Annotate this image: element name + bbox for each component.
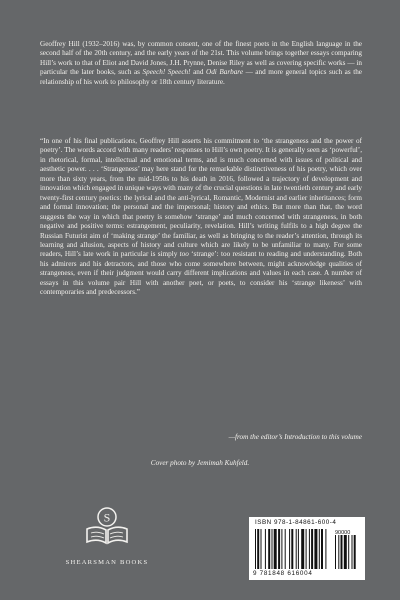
quote-text-end: ‘strange’: too resistant to reading and understanding. Both his admirers and his detractors, and those who come somewhere between, might acknowledge qualities of strangeness, even if their judgment would carry different implications and values in each case. A number of essays in this volume pair Hill with another poet, or poets, to consider his ‘strange likeness’ with contemporaries and predecessors.” <box>40 250 362 297</box>
barcode-digits: 9 781848 616004 <box>253 570 313 577</box>
description-conjunction: and <box>190 68 207 77</box>
photo-credit: Cover photo by Jemimah Kuhfeld. <box>150 459 250 467</box>
isbn-label: ISBN 978-1-84861-600-4 <box>255 519 337 526</box>
book-description <box>40 40 362 87</box>
quote-attribution: —from the editor’s Introduction to this volume <box>228 433 362 441</box>
book-title-speech: Speech! Speech! <box>142 68 191 77</box>
book-logo-icon <box>85 503 129 547</box>
book-title-odi-barbare: Odi Barbare <box>206 68 244 77</box>
quote-text: “In one of his final publications, Geoffrey Hill asserts his commitment to ‘the strangeness and the power of poetry’. The words accord with many readers’ responses to Hill’s own poetry. It is generally seen as ‘powerful’, in rhetorical, formal, intellectual and emotional terms, and is much concerned with issues of political and aesthetic power. . . . ‘Strangeness’ may here stand for the remarkable distinctiveness of his poetry, which over more than sixty years, from the mid-1950s to his death in 2016, followed a trajectory of development and innovation which engaged in unique ways with many of the crucial questions in late twentieth century and early twenty-first century poetics: the lyrical and the anti-lyrical, Romantic, Modernist and earlier inheritances; form and formal innovation; the personal and the impersonal; history and ethics. But more than that, the word suggests the way in which that poetry is somehow ‘strange’ and much concerned with strangeness, in both negative and positive terms: estrangement, peculiarity, revelation. Hill’s writing fulfils to a high degree the Russian Futurist aim of ‘making strange’ the familiar, as well as bringing to the reader’s attention, through its learning and allusion, aspects of history and culture which are likely to be unfamiliar to many. For some readers, Hill’s late work in particular is simply <box>40 137 362 259</box>
description-text-end: — and more general topics such as the relationship of his work to philosophy or 18th century literature. <box>40 68 362 86</box>
editor-quote <box>40 137 362 298</box>
barcode <box>249 517 365 580</box>
description-text: Geoffrey Hill (1932–2016) was, by common consent, one of the finest poets in the English language in the second half of the 20th century, and the early years of the 21st. This volume brings together essays comparing Hill’s work to that of Eliot and David Jones, J.H. Prynne, Denise Riley as well as covering specific works — in particular the later books, such as <box>40 40 362 77</box>
quote-emphasis: too <box>179 250 189 259</box>
publisher-logo <box>64 503 150 583</box>
svg-text:S: S <box>103 510 111 525</box>
barcode-bars <box>255 529 361 571</box>
publisher-name: SHEARSMAN BOOKS <box>65 559 149 566</box>
barcode-addon: 90000 <box>335 530 351 536</box>
